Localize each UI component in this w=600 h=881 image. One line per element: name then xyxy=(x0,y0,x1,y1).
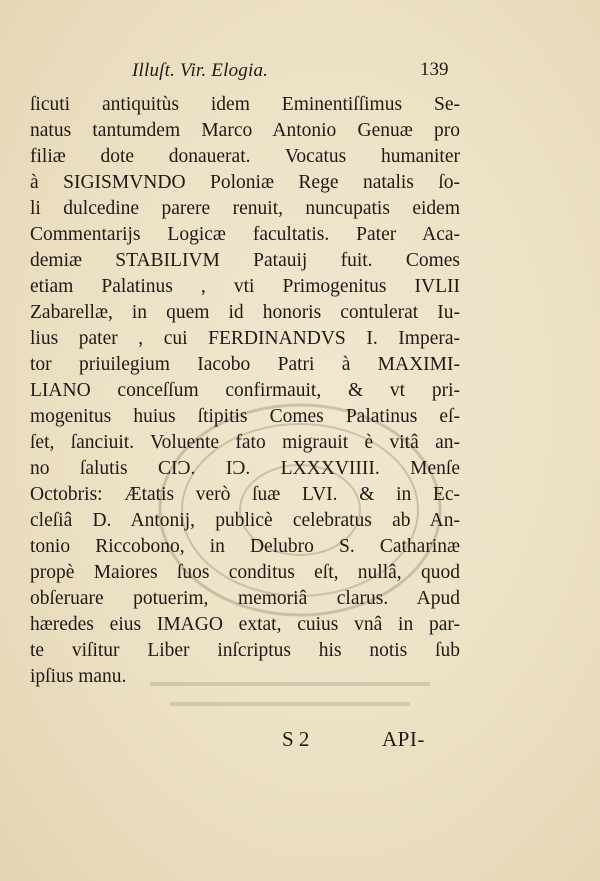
text-line: tonio Riccobono, in Delubro S. Catharinæ xyxy=(30,536,460,557)
text-line-last: ipſius manu. xyxy=(30,666,127,687)
catchword: API- xyxy=(382,727,425,751)
signature-mark: S 2 xyxy=(282,727,310,751)
text-line: li dulcedine parere renuit, nuncupatis eidem xyxy=(30,198,460,219)
text-line: cleſiâ D. Antonij, publicè celebratus ab An- xyxy=(30,510,460,531)
page-footer xyxy=(30,727,460,755)
text-line: ſicuti antiquitùs idem Eminentiſſimus Se- xyxy=(30,94,460,115)
text-line: te viſitur Liber inſcriptus his notis ſub xyxy=(30,640,460,661)
text-line: lius pater , cui FERDINANDVS I. Impera- xyxy=(30,328,460,349)
text-line: etiam Palatinus , vti Primogenitus IVLII xyxy=(30,276,460,297)
text-line: demiæ STABILIVM Patauij fuit. Comes xyxy=(30,250,460,271)
text-line: Zabarellæ, in quem id honoris contulerat Iu- xyxy=(30,302,460,323)
running-head: Illuſt. Vir. Elogia. xyxy=(132,60,269,81)
text-line: Octobris: Ætatis verò ſuæ LVI. & in Ec- xyxy=(30,484,460,505)
text-line: tor priuilegium Iacobo Patri à MAXIMI- xyxy=(30,354,460,375)
text-line: obſeruare potuerim, memoriâ clarus. Apud xyxy=(30,588,460,609)
text-line: Commentarijs Logicæ facultatis. Pater Aca- xyxy=(30,224,460,245)
text-line: LIANO conceſſum confirmauit, & vt pri- xyxy=(30,380,460,401)
text-line: no ſalutis CIƆ. IƆ. LXXXVIIII. Menſe xyxy=(30,458,460,479)
text-line: ſet, ſanciuit. Voluente fato migrauit è vitâ an- xyxy=(30,432,460,453)
text-line: mogenitus huius ſtipitis Comes Palatinus eſ- xyxy=(30,406,460,427)
text-line: propè Maiores ſuos conditus eſt, nullâ, quod xyxy=(30,562,460,583)
text-line: natus tantumdem Marco Antonio Genuæ pro xyxy=(30,120,460,141)
page-header xyxy=(30,58,460,84)
body-text xyxy=(30,92,460,690)
text-line: à SIGISMVNDO Poloniæ Rege natalis ſo- xyxy=(30,172,460,193)
text-line: hæredes eius IMAGO extat, cuius vnâ in par- xyxy=(30,614,460,635)
page-number: 139 xyxy=(420,59,449,80)
text-line: filiæ dote donauerat. Vocatus humaniter xyxy=(30,146,460,167)
